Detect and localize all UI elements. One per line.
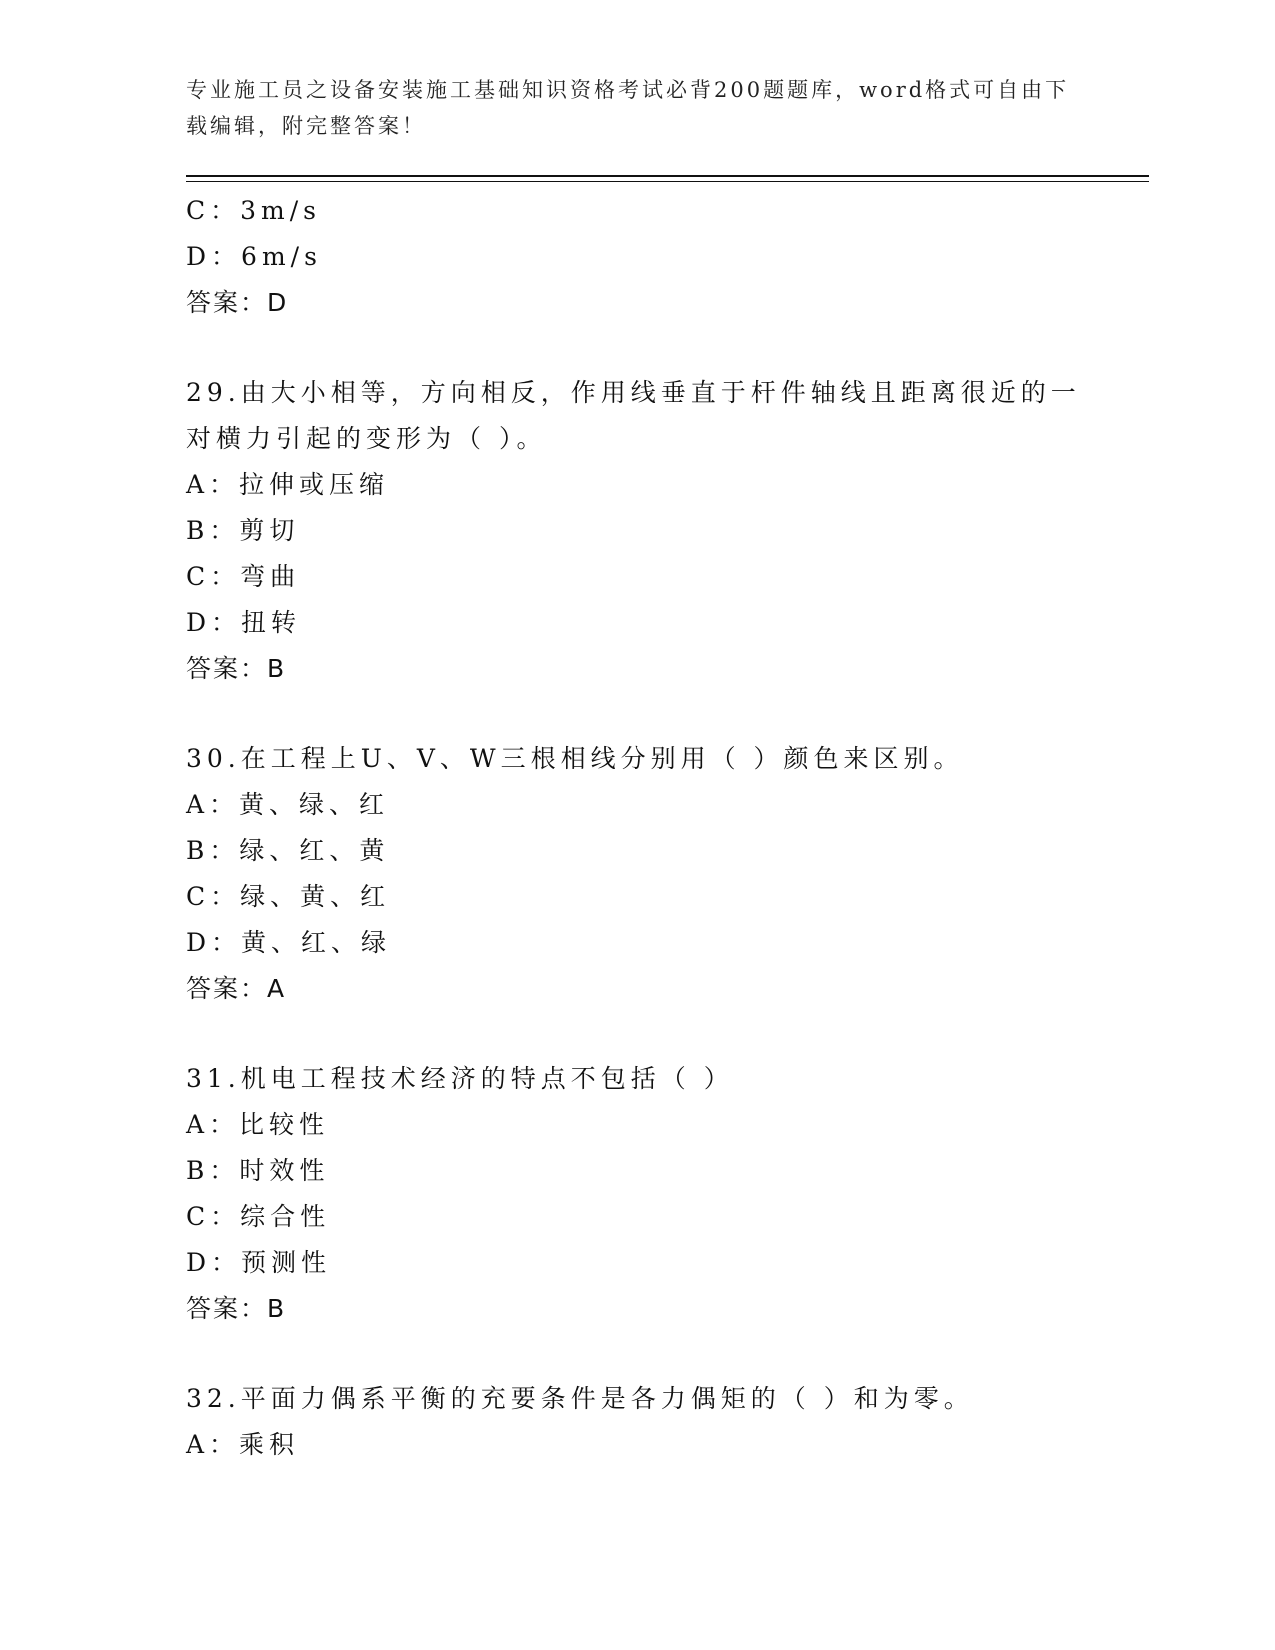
- question-stem: 31.机电工程技术经济的特点不包括（ ）: [186, 1064, 734, 1093]
- option-c: C：弯曲: [186, 562, 301, 591]
- option-d: D：6m/s: [186, 242, 322, 271]
- option-c: C：综合性: [186, 1202, 331, 1231]
- prev-question-tail: [186, 188, 1126, 326]
- answer-line: 答案：B: [186, 1294, 287, 1323]
- question-30: [186, 736, 1126, 1012]
- question-stem: 32.平面力偶系平衡的充要条件是各力偶矩的（ ）和为零。: [186, 1384, 974, 1413]
- question-stem: 29.由大小相等，方向相反，作用线垂直于杆件轴线且距离很近的一对横力引起的变形为（ ）。: [186, 378, 1081, 453]
- header-divider-thin: [186, 181, 1149, 182]
- option-a: A：黄、绿、红: [186, 790, 390, 819]
- option-b: B：绿、红、黄: [186, 836, 390, 865]
- answer-line: 答案：D: [186, 288, 289, 317]
- option-d: D：黄、红、绿: [186, 928, 392, 957]
- question-list: [186, 188, 1126, 1468]
- option-c: C：绿、黄、红: [186, 882, 391, 911]
- answer-line: 答案：B: [186, 654, 287, 683]
- option-b: B：剪切: [186, 516, 300, 545]
- header-divider: [186, 175, 1149, 177]
- option-d: D：扭转: [186, 608, 302, 637]
- question-stem: 30.在工程上U、V、W三根相线分别用（ ）颜色来区别。: [186, 744, 964, 773]
- answer-line: 答案：A: [186, 974, 287, 1003]
- option-a: A：拉伸或压缩: [186, 470, 390, 499]
- option-c: C：3m/s: [186, 196, 321, 225]
- question-32: [186, 1376, 1126, 1468]
- option-b: B：时效性: [186, 1156, 330, 1185]
- question-31: [186, 1056, 1126, 1332]
- option-d: D：预测性: [186, 1248, 332, 1277]
- page-header: 专业施工员之设备安装施工基础知识资格考试必背200题题库，word格式可自由下载编辑，附完整答案！: [186, 78, 1070, 138]
- option-a: A：比较性: [186, 1110, 330, 1139]
- question-29: [186, 370, 1126, 692]
- option-a: A：乘积: [186, 1430, 300, 1459]
